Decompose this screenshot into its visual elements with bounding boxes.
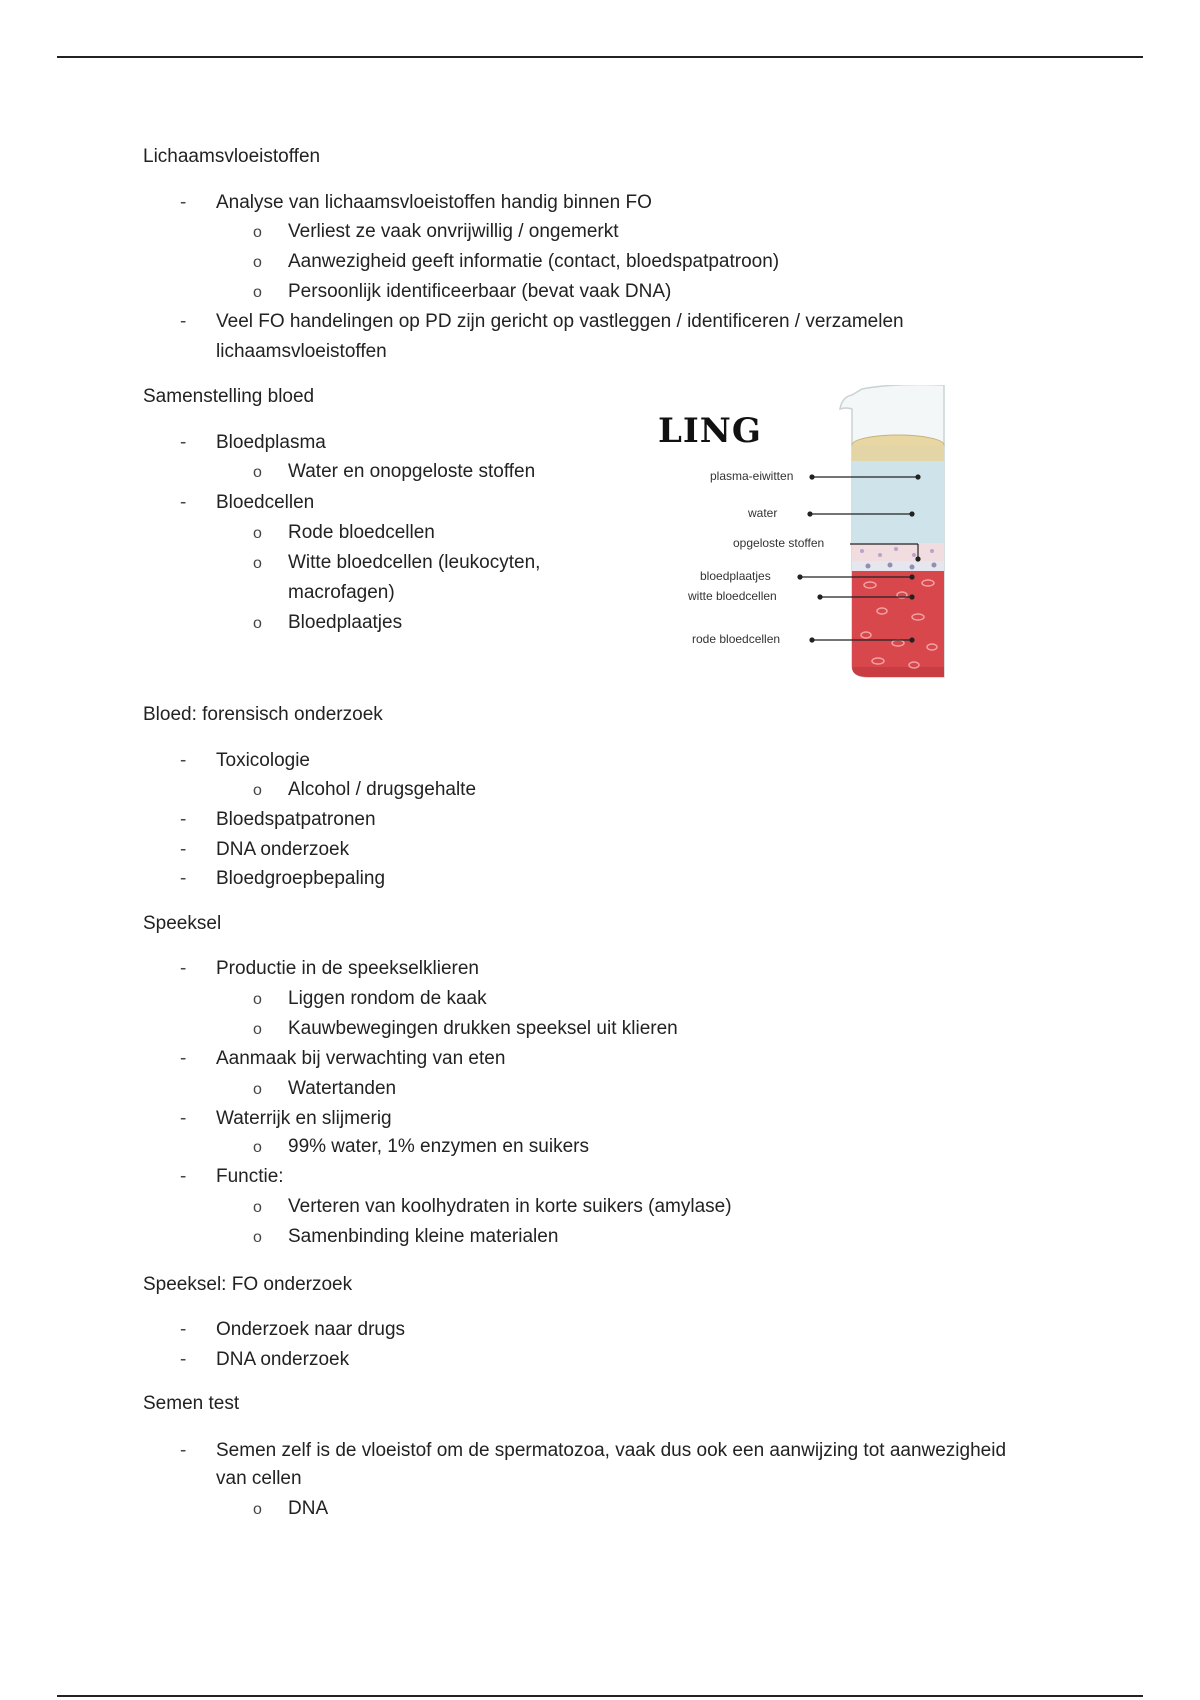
list-item: - DNA onderzoek (216, 1345, 349, 1375)
heading-bloed-forensisch-onderzoek: Bloed: forensisch onderzoek (143, 704, 383, 725)
label-witte-bloedcellen: witte bloedcellen (688, 589, 777, 603)
list-item: - Bloedplasma (216, 428, 326, 458)
sub-list-item: o 99% water, 1% enzymen en suikers (288, 1132, 589, 1162)
list-item: - Bloedcellen (216, 488, 314, 518)
sub-list-item: o Rode bloedcellen (288, 518, 435, 548)
sub-list-item: o Water en onopgeloste stoffen (288, 457, 535, 487)
label-bloedplaatjes: bloedplaatjes (700, 569, 771, 583)
figure-pointer-lines (650, 385, 950, 685)
heading-semen-test: Semen test (143, 1393, 240, 1414)
sub-list-item: o Watertanden (288, 1074, 396, 1104)
list-item: - Semen zelf is de vloeistof om de spermatozoa, vaak dus ook een aanwijzing tot aanwezigheid (216, 1436, 1006, 1466)
list-item: - Aanmaak bij verwachting van eten (216, 1044, 505, 1074)
list-item: - Bloedgroepbepaling (216, 864, 385, 894)
top-rule (57, 56, 1143, 58)
sub-list-item: o Aanwezigheid geeft informatie (contact, bloedspatpatroon) (288, 247, 779, 277)
bottom-rule (57, 1695, 1143, 1697)
list-item: - Analyse van lichaamsvloeistoffen handig binnen FO (216, 188, 652, 218)
sub-list-item: o Samenbinding kleine materialen (288, 1222, 558, 1252)
list-item: - Onderzoek naar drugs (216, 1315, 405, 1345)
sub-list-item: o Kauwbewegingen drukken speeksel uit klieren (288, 1014, 678, 1044)
list-item: - Bloedspatpatronen (216, 805, 376, 835)
list-item: - DNA onderzoek (216, 835, 349, 865)
list-item: - Waterrijk en slijmerig (216, 1104, 392, 1134)
sub-list-item: o Alcohol / drugsgehalte (288, 775, 476, 805)
list-item-continuation: lichaamsvloeistoffen (216, 341, 387, 362)
blood-composition-figure (650, 385, 950, 685)
figure-title: LING (658, 411, 762, 451)
heading-speeksel-fo-onderzoek: Speeksel: FO onderzoek (143, 1274, 353, 1295)
sub-list-item: o DNA (288, 1494, 328, 1524)
list-item-continuation: van cellen (216, 1468, 302, 1489)
sub-list-item-continuation: macrofagen) (288, 582, 395, 603)
list-item: - Veel FO handelingen op PD zijn gericht op vastleggen / identificeren / verzamelen (216, 307, 904, 337)
label-water: water (748, 506, 778, 520)
sub-list-item: o Witte bloedcellen (leukocyten, (288, 548, 540, 578)
sub-list-item: o Verteren van koolhydraten in korte suikers (amylase) (288, 1192, 732, 1222)
list-item: - Toxicologie (216, 746, 310, 776)
sub-list-item: o Verliest ze vaak onvrijwillig / ongemerkt (288, 217, 619, 247)
heading-speeksel: Speeksel (143, 913, 222, 934)
list-item: - Functie: (216, 1162, 284, 1192)
sub-list-item: o Liggen rondom de kaak (288, 984, 487, 1014)
label-rode-bloedcellen: rode bloedcellen (692, 632, 781, 646)
sub-list-item: o Bloedplaatjes (288, 608, 402, 638)
heading-samenstelling-bloed: Samenstelling bloed (143, 386, 315, 407)
sub-list-item: o Persoonlijk identificeerbaar (bevat vaak DNA) (288, 277, 671, 307)
label-opgeloste-stoffen: opgeloste stoffen (733, 536, 825, 550)
list-item: - Productie in de speekselklieren (216, 954, 479, 984)
heading-lichaamsvloeistoffen: Lichaamsvloeistoffen (143, 146, 321, 167)
label-plasma-eiwitten: plasma-eiwitten (710, 469, 794, 483)
